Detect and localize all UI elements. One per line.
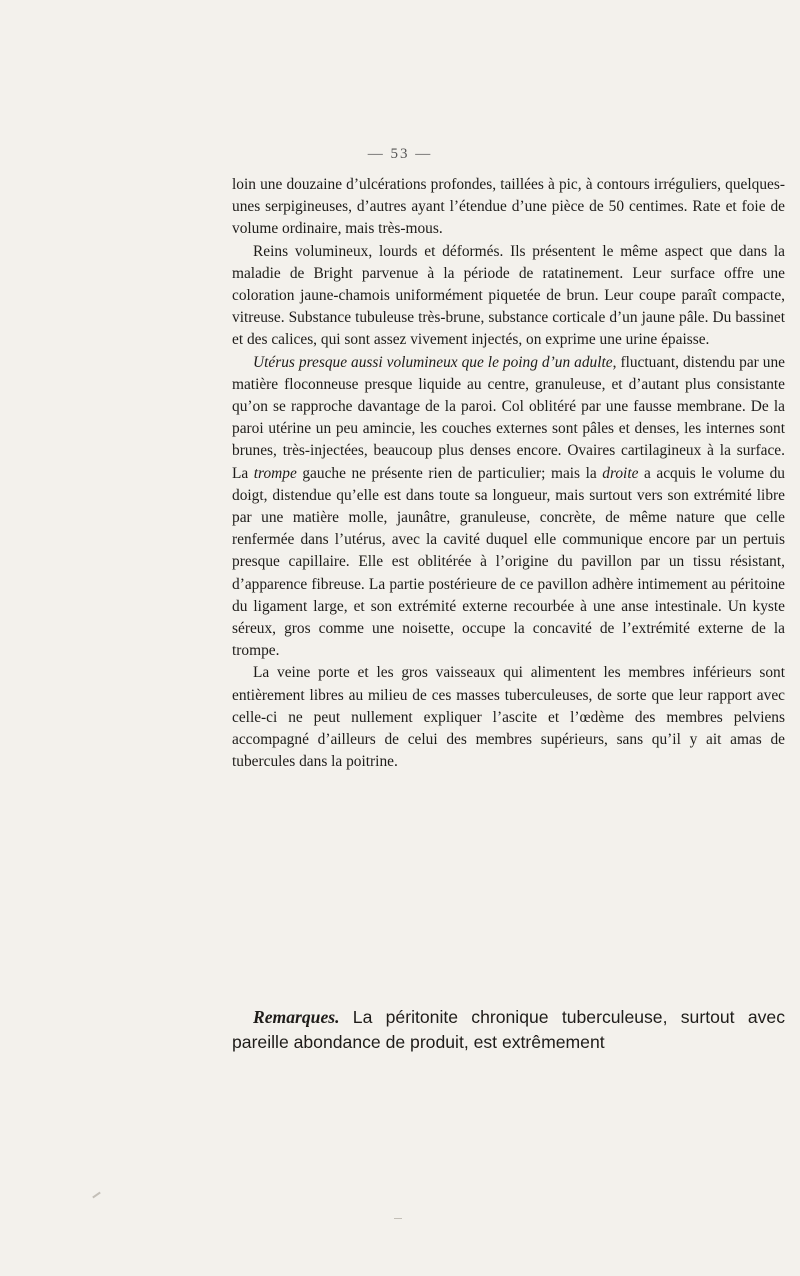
paragraph-kidneys: Reins volumineux, lourds et déformés. Ils présentent le même aspect que dans la maladie de Bright parvenue à la période de ratatinement. Leur surface offre une coloration jaune-chamois uniformément piquetée de brun. Leur coupe paraît compacte, vitreuse. Substance tubuleuse très-brune, substance corticale d’un jaune pâle. Du bassinet et des calices, qui sont assez vivement injectés, on exprime une urine épaisse. [232,242,785,349]
term-droite: droite [602,464,639,482]
body-text [232,174,785,773]
uterus-text-b: gauche ne présente rien de particulier; mais la [296,464,603,482]
uterus-italic-lead: Utérus presque aussi volumineux que le poing d’un adulte [253,353,613,371]
scan-mark [394,1218,402,1219]
term-trompe: trompe [253,464,297,482]
remarks-lead: Remarques. [253,1007,340,1027]
page-number: — 53 — [367,146,433,162]
uterus-text-a: , fluctuant, distendu par une matière floconneuse presque liquide au centre, granuleuse, et d’autant plus consistante qu’on se rapproche davantage de la paroi. Col oblitéré par une fausse membrane. De la paroi utérine un peu amincie, les couches externes sont pâles et denses, les internes sont brunes, très-injectées, beaucoup plus denses encore. Ovaires cartilagineux à la surface. La [232,353,785,482]
paragraph-uterus [232,352,785,663]
scan-mark [92,1192,101,1199]
uterus-text-c: a acquis le volume du doigt, distendue qu’elle est dans toute sa longueur, mais surtout vers son extrémité libre par une matière molle, jaunâtre, granuleuse, concrète, de même nature que celle renfermée dans l’utérus, avec la cavité duquel elle communique encore par un pertuis presque capillaire. Elle est oblitérée à l’origine du pavillon par un tissu résistant, d’apparence fibreuse. La partie postérieure de ce pavillon adhère intimement au péritoine du ligament large, et son extrémité externe recourbée à une anse intestinale. Un kyste séreux, gros comme une noisette, occupe la concavité de l’extrémité externe de la trompe. [232,464,785,660]
paragraph-veins: La veine porte et les gros vaisseaux qui alimentent les membres inférieurs sont entièrement libres au milieu de ces masses tuberculeuses, de sorte que leur rapport avec celle-ci ne peut nullement expliquer l’ascite et l’œdème des membres pelviens accompagné d’ailleurs de celui des membres supérieurs, sans qu’il y ait amas de tubercules dans la poitrine. [232,664,785,771]
remarks-paragraph [232,1005,785,1055]
paragraph-spleen: loin une douzaine d’ulcérations profondes, taillées à pic, à contours irréguliers, quelques-unes serpigineuses, d’autres ayant l’étendue d’une pièce de 50 centimes. Rate et foie de volume ordinaire, mais très-mous. [232,176,785,238]
remarks-text: La péritonite chronique tuberculeuse, surtout avec pareille abondance de produit, est extrêmement [232,1007,785,1052]
